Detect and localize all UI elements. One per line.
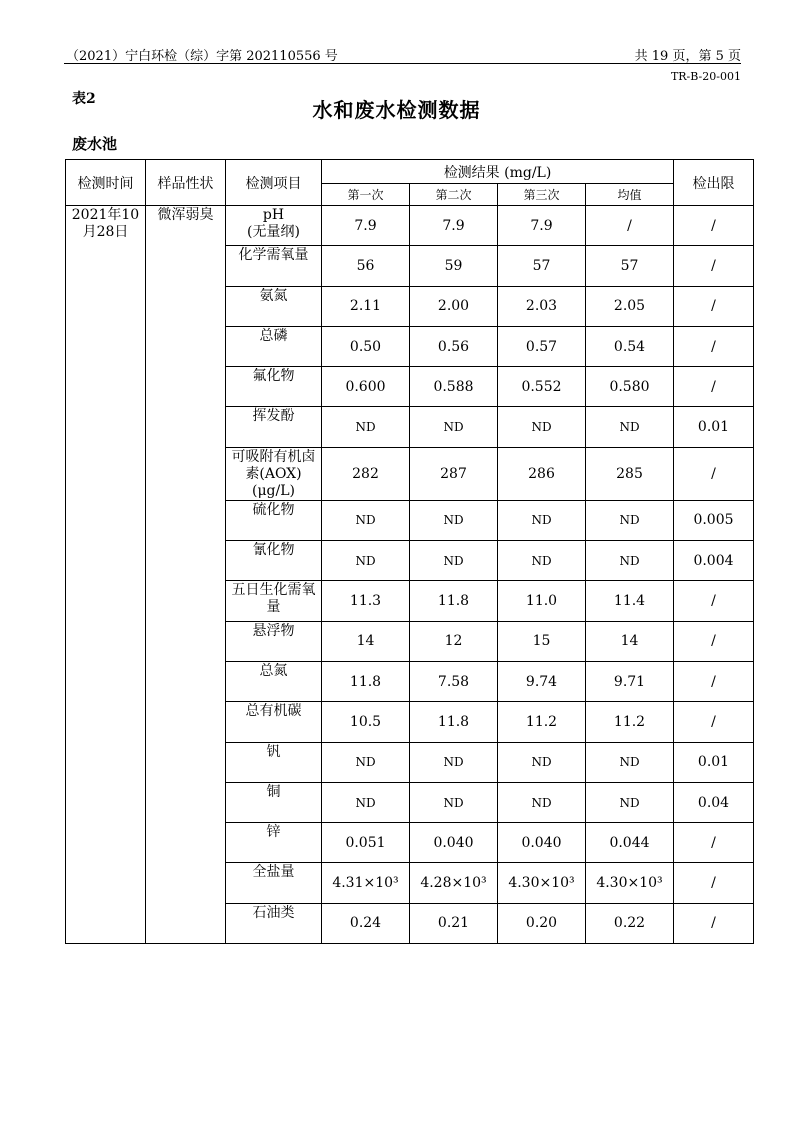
detection-limit: 0.04 — [674, 782, 754, 822]
value-second: 59 — [410, 246, 498, 286]
value-third: 2.03 — [498, 286, 586, 326]
value-third: 9.74 — [498, 661, 586, 701]
value-mean: 285 — [586, 447, 674, 500]
detection-limit: / — [674, 621, 754, 661]
item-name: 氨氮 — [226, 286, 322, 326]
value-second: 0.56 — [410, 326, 498, 366]
value-first: 4.31×10³ — [322, 863, 410, 903]
value-mean: ND — [586, 742, 674, 782]
value-third: 0.57 — [498, 326, 586, 366]
value-third: ND — [498, 742, 586, 782]
value-first: 11.3 — [322, 581, 410, 621]
value-mean: 11.2 — [586, 702, 674, 742]
value-third: 15 — [498, 621, 586, 661]
col-header-first: 第一次 — [322, 184, 410, 206]
detection-limit: / — [674, 246, 754, 286]
value-first: ND — [322, 782, 410, 822]
item-name: 总有机碳 — [226, 702, 322, 742]
item-name: 氰化物 — [226, 541, 322, 581]
value-second: ND — [410, 742, 498, 782]
detection-limit: / — [674, 447, 754, 500]
detection-limit: / — [674, 367, 754, 407]
value-third: 11.2 — [498, 702, 586, 742]
item-name: 总磷 — [226, 326, 322, 366]
sample-state: 微浑弱臭 — [146, 206, 226, 944]
detection-limit: / — [674, 903, 754, 943]
detection-limit: 0.01 — [674, 742, 754, 782]
value-first: ND — [322, 541, 410, 581]
document-code: TR-B-20-001 — [670, 70, 741, 83]
value-first: 10.5 — [322, 702, 410, 742]
value-second: 11.8 — [410, 581, 498, 621]
value-mean: 14 — [586, 621, 674, 661]
item-name: 挥发酚 — [226, 407, 322, 447]
value-mean: ND — [586, 500, 674, 540]
detection-limit: / — [674, 863, 754, 903]
value-second: ND — [410, 782, 498, 822]
value-third: 286 — [498, 447, 586, 500]
value-first: ND — [322, 407, 410, 447]
section-title: 废水池 — [72, 135, 118, 153]
item-name: 铜 — [226, 782, 322, 822]
detection-limit: / — [674, 206, 754, 246]
value-third: 57 — [498, 246, 586, 286]
value-mean: 0.580 — [586, 367, 674, 407]
value-first: ND — [322, 500, 410, 540]
value-second: ND — [410, 407, 498, 447]
item-name: 锌 — [226, 823, 322, 863]
value-first: 2.11 — [322, 286, 410, 326]
value-first: 14 — [322, 621, 410, 661]
detection-limit: / — [674, 702, 754, 742]
item-name: 钒 — [226, 742, 322, 782]
item-name: 可吸附有机卤素(AOX)(μg/L) — [226, 447, 322, 500]
detection-limit: 0.005 — [674, 500, 754, 540]
value-second: 7.9 — [410, 206, 498, 246]
value-second: 0.040 — [410, 823, 498, 863]
value-mean: ND — [586, 782, 674, 822]
value-second: 12 — [410, 621, 498, 661]
report-number: （2021）宁白环检（综）字第 202110556 号 — [66, 49, 338, 64]
item-name: 化学需氧量 — [226, 246, 322, 286]
value-mean: 2.05 — [586, 286, 674, 326]
item-name: pH (无量纲) — [226, 206, 322, 246]
value-third: ND — [498, 541, 586, 581]
table-number: 表2 — [72, 91, 96, 107]
col-header-mean: 均值 — [586, 184, 674, 206]
item-name: 五日生化需氧量 — [226, 581, 322, 621]
value-mean: 57 — [586, 246, 674, 286]
value-mean: ND — [586, 541, 674, 581]
value-first: 0.50 — [322, 326, 410, 366]
value-first: 0.24 — [322, 903, 410, 943]
detection-limit: / — [674, 823, 754, 863]
value-first: 11.8 — [322, 661, 410, 701]
col-header-state: 样品性状 — [146, 160, 226, 206]
value-third: ND — [498, 500, 586, 540]
value-third: 0.040 — [498, 823, 586, 863]
col-header-time: 检测时间 — [66, 160, 146, 206]
value-mean: 0.54 — [586, 326, 674, 366]
detection-limit: / — [674, 286, 754, 326]
value-mean: 9.71 — [586, 661, 674, 701]
value-mean: 0.044 — [586, 823, 674, 863]
item-name: 氟化物 — [226, 367, 322, 407]
col-header-results: 检测结果 (mg/L) — [322, 160, 674, 184]
col-header-item: 检测项目 — [226, 160, 322, 206]
value-first: ND — [322, 742, 410, 782]
table-row — [66, 206, 754, 246]
detection-limit: / — [674, 581, 754, 621]
item-name: 硫化物 — [226, 500, 322, 540]
detection-limit: / — [674, 326, 754, 366]
col-header-third: 第三次 — [498, 184, 586, 206]
value-mean: 11.4 — [586, 581, 674, 621]
detection-limit: 0.01 — [674, 407, 754, 447]
header-divider — [64, 63, 741, 64]
value-first: 282 — [322, 447, 410, 500]
value-third: 4.30×10³ — [498, 863, 586, 903]
value-third: 7.9 — [498, 206, 586, 246]
value-second: 11.8 — [410, 702, 498, 742]
results-table — [65, 159, 754, 944]
value-second: 0.588 — [410, 367, 498, 407]
detection-limit: 0.004 — [674, 541, 754, 581]
value-mean: 0.22 — [586, 903, 674, 943]
value-third: ND — [498, 782, 586, 822]
col-header-limit: 检出限 — [674, 160, 754, 206]
item-name: 石油类 — [226, 903, 322, 943]
value-second: ND — [410, 500, 498, 540]
col-header-second: 第二次 — [410, 184, 498, 206]
item-name: 全盐量 — [226, 863, 322, 903]
item-name: 总氮 — [226, 661, 322, 701]
value-first: 0.051 — [322, 823, 410, 863]
page-title: 水和废水检测数据 — [312, 98, 481, 122]
value-second: 287 — [410, 447, 498, 500]
detection-limit: / — [674, 661, 754, 701]
value-mean: / — [586, 206, 674, 246]
page-info: 共 19 页，第 5 页 — [634, 49, 741, 64]
value-second: 0.21 — [410, 903, 498, 943]
value-first: 56 — [322, 246, 410, 286]
value-third: 0.552 — [498, 367, 586, 407]
value-third: 11.0 — [498, 581, 586, 621]
value-first: 7.9 — [322, 206, 410, 246]
value-first: 0.600 — [322, 367, 410, 407]
value-mean: ND — [586, 407, 674, 447]
sample-date: 2021年10月28日 — [66, 206, 146, 944]
value-second: 4.28×10³ — [410, 863, 498, 903]
value-third: 0.20 — [498, 903, 586, 943]
value-mean: 4.30×10³ — [586, 863, 674, 903]
value-second: 7.58 — [410, 661, 498, 701]
value-third: ND — [498, 407, 586, 447]
value-second: ND — [410, 541, 498, 581]
value-second: 2.00 — [410, 286, 498, 326]
item-name: 悬浮物 — [226, 621, 322, 661]
